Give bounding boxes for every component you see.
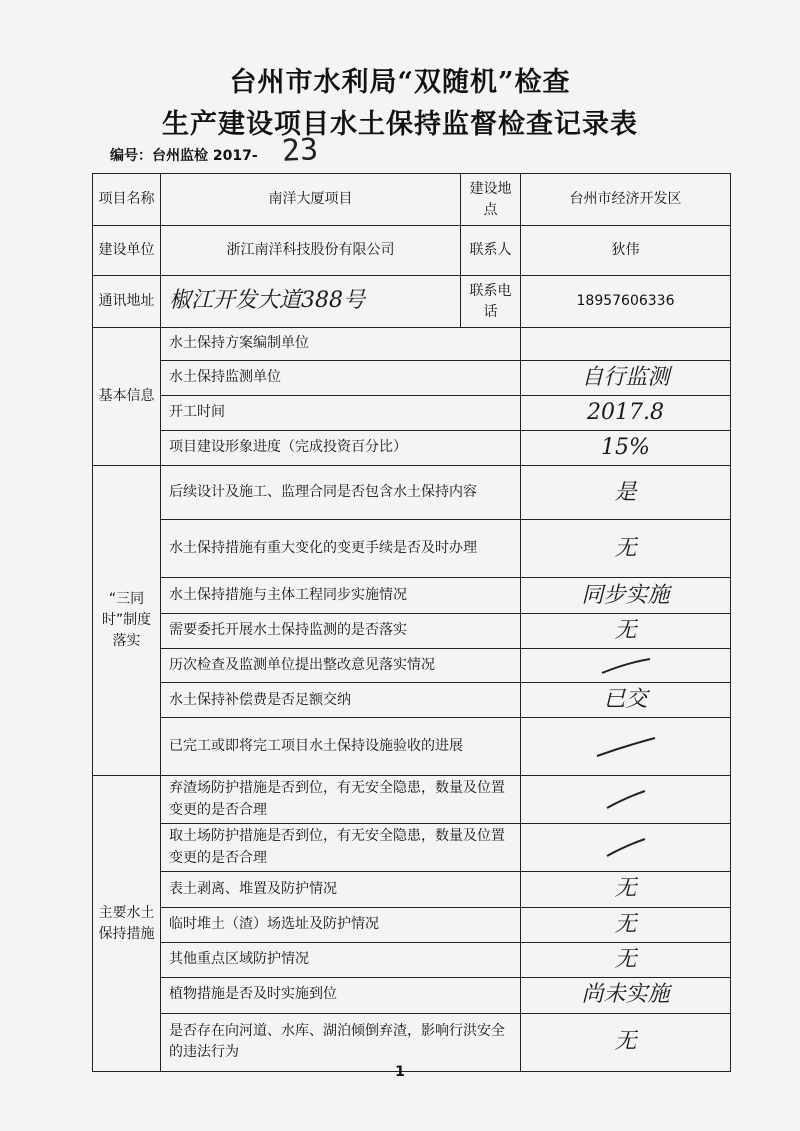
answer-handwritten bbox=[521, 328, 731, 361]
answer-handwritten: 同步实施 bbox=[521, 578, 731, 614]
answer-handwritten: 15% bbox=[521, 431, 731, 466]
phone-label: 联系电话 bbox=[461, 276, 521, 328]
answer-handwritten: 无 bbox=[521, 907, 731, 942]
answer-handwritten: 无 bbox=[521, 942, 731, 977]
question-row: 项目建设形象进度（完成投资百分比） bbox=[161, 431, 521, 466]
question-row: 弃渣场防护措施是否到位，有无安全隐患，数量及位置变更的是否合理 bbox=[161, 776, 521, 824]
question-row: 后续设计及施工、监理合同是否包含水土保持内容 bbox=[161, 466, 521, 520]
location-label: 建设地点 bbox=[461, 174, 521, 226]
location-value: 台州市经济开发区 bbox=[521, 174, 731, 226]
answer-handwritten: 无 bbox=[521, 520, 731, 578]
question-row: 已完工或即将完工项目水土保持设施验收的进展 bbox=[161, 718, 521, 776]
answer-handwritten: 无 bbox=[521, 614, 731, 649]
question-row: 水土保持方案编制单位 bbox=[161, 328, 521, 361]
answer-slash-mark bbox=[521, 649, 731, 683]
question-row: 水土保持补偿费是否足额交纳 bbox=[161, 683, 521, 718]
address-label: 通讯地址 bbox=[93, 276, 161, 328]
question-row: 是否存在向河道、水库、湖泊倾倒弃渣，影响行洪安全的违法行为 bbox=[161, 1013, 521, 1071]
answer-handwritten: 自行监测 bbox=[521, 361, 731, 396]
slash-mark-icon bbox=[601, 788, 651, 812]
answer-slash-mark bbox=[521, 824, 731, 872]
question-row: 临时堆土（渣）场选址及防护情况 bbox=[161, 907, 521, 942]
answer-handwritten: 无 bbox=[521, 872, 731, 907]
question-row: 植物措施是否及时实施到位 bbox=[161, 977, 521, 1013]
project-name-label: 项目名称 bbox=[93, 174, 161, 226]
slash-mark-icon bbox=[596, 655, 656, 677]
address-handwritten: 椒江开发大道388号 bbox=[161, 276, 461, 328]
section-label-three-simultaneous: “三同时”制度落实 bbox=[93, 466, 161, 776]
question-row: 水土保持监测单位 bbox=[161, 361, 521, 396]
section-label-basic: 基本信息 bbox=[93, 328, 161, 466]
phone-value: 18957606336 bbox=[521, 276, 731, 328]
builder-label: 建设单位 bbox=[93, 226, 161, 276]
slash-mark-icon bbox=[591, 734, 661, 760]
answer-handwritten: 2017.8 bbox=[521, 396, 731, 431]
project-name-value: 南洋大厦项目 bbox=[161, 174, 461, 226]
serial-number-handwritten: 23 bbox=[281, 132, 320, 169]
document-title-line1: 台州市水利局“双随机”检查 bbox=[229, 67, 571, 98]
page-number: 1 bbox=[395, 1064, 405, 1080]
question-row: 需要委托开展水土保持监测的是否落实 bbox=[161, 614, 521, 649]
contact-label: 联系人 bbox=[461, 226, 521, 276]
question-row: 开工时间 bbox=[161, 396, 521, 431]
answer-slash-mark bbox=[521, 776, 731, 824]
builder-value: 浙江南洋科技股份有限公司 bbox=[161, 226, 461, 276]
answer-handwritten: 已交 bbox=[521, 683, 731, 718]
question-row: 其他重点区域防护情况 bbox=[161, 942, 521, 977]
inspection-record-table bbox=[92, 173, 731, 1072]
document-title-line2: 生产建设项目水土保持监督检查记录表 bbox=[162, 109, 638, 140]
slash-mark-icon bbox=[601, 836, 651, 860]
question-row: 表土剥离、堆置及防护情况 bbox=[161, 872, 521, 907]
question-row: 水土保持措施与主体工程同步实施情况 bbox=[161, 578, 521, 614]
answer-slash-mark bbox=[521, 718, 731, 776]
question-row: 取土场防护措施是否到位，有无安全隐患，数量及位置变更的是否合理 bbox=[161, 824, 521, 872]
question-row: 历次检查及监测单位提出整改意见落实情况 bbox=[161, 649, 521, 683]
answer-handwritten: 是 bbox=[521, 466, 731, 520]
section-label-main-measures: 主要水土保持措施 bbox=[93, 776, 161, 1071]
question-row: 水土保持措施有重大变化的变更手续是否及时办理 bbox=[161, 520, 521, 578]
answer-handwritten: 无 bbox=[521, 1013, 731, 1071]
serial-number-label: 编号：台州监检 2017- bbox=[110, 148, 258, 164]
contact-value: 狄伟 bbox=[521, 226, 731, 276]
answer-handwritten: 尚未实施 bbox=[521, 977, 731, 1013]
